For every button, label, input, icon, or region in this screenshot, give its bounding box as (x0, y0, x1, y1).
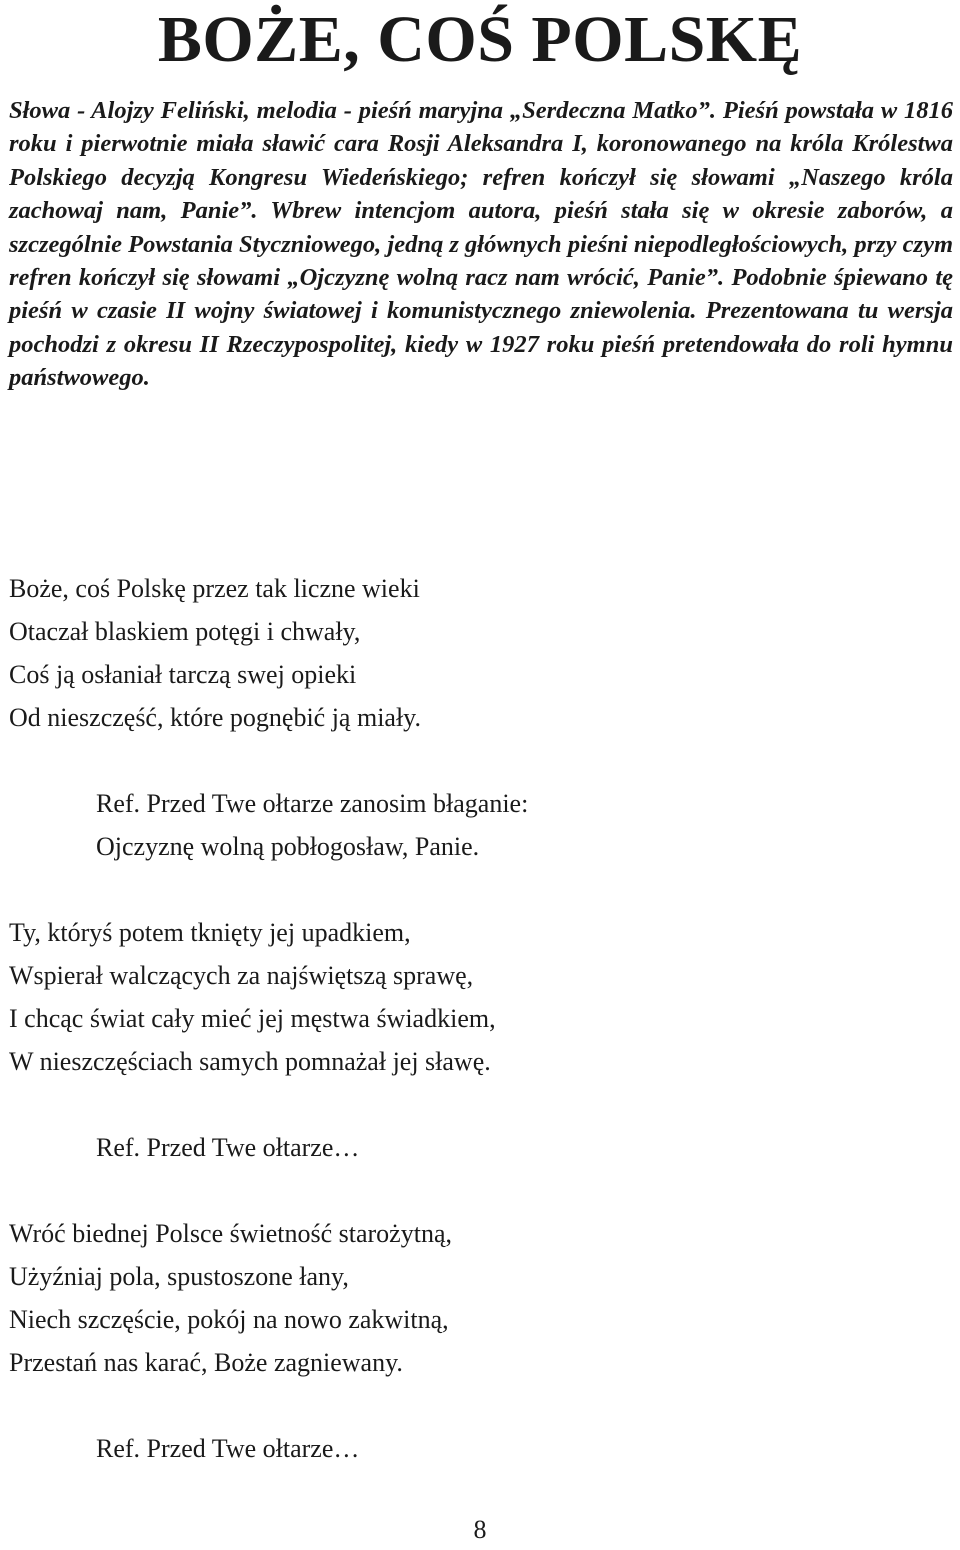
stanza-line: Ty, któryś potem tknięty jej upadkiem, (9, 918, 411, 947)
stanza-line: Wspierał walczących za najświętszą sprawę, (9, 961, 474, 990)
stanza-line: W nieszczęściach samych pomnażał jej sławę. (9, 1047, 491, 1076)
refrain-line: Ref. Przed Twe ołtarze zanosim błaganie: (96, 789, 529, 818)
page-title: BOŻE, COŚ POLSKĘ (157, 3, 803, 76)
stanza-1 (9, 567, 949, 739)
stanza-line: Wróć biednej Polsce świetność starożytną, (9, 1219, 452, 1248)
stanza-2 (9, 911, 949, 1083)
refrain-line: Ref. Przed Twe ołtarze… (96, 1434, 360, 1463)
refrain-3 (9, 1427, 949, 1470)
stanza-line: Użyźniaj pola, spustoszone łany, (9, 1262, 349, 1291)
stanza-3 (9, 1212, 949, 1384)
stanza-line: Coś ją osłaniał tarczą swej opieki (9, 660, 357, 689)
refrain-1 (9, 782, 949, 868)
refrain-line: Ojczyznę wolną pobłogosław, Panie. (96, 832, 480, 861)
page-number: 8 (473, 1515, 487, 1544)
stanza-line: Przestań nas karać, Boże zagniewany. (9, 1348, 403, 1377)
stanza-line: Od nieszczęść, które pognębić ją miały. (9, 703, 421, 732)
stanza-line: I chcąc świat cały mieć jej męstwa świadkiem, (9, 1004, 496, 1033)
stanza-line: Boże, coś Polskę przez tak liczne wieki (9, 574, 420, 603)
refrain-line: Ref. Przed Twe ołtarze… (96, 1133, 360, 1162)
refrain-2 (9, 1126, 949, 1169)
intro-paragraph: Słowa - Alojzy Feliński, melodia - pieśń maryjna „Serdeczna Matko”. Pieśń powstała w 1816 roku i pierwotnie miała sławić cara Rosji Aleksandra I, koronowanego na króla Królestwa Polskiego decyzją Kongresu Wiedeńskiego; refren kończył się słowami „Naszego króla zachowaj nam, Panie”. Wbrew intencjom autora, pieśń stała się w okresie zaborów, a szczególnie Powstania Styczniowego, jedną z głównych pieśni niepodległościowych, przy czym refren kończył się słowami „Ojczyznę wolną racz nam wrócić, Panie”. Podobnie śpiewano tę pieśń w czasie II wojny światowej i komunistycznego zniewolenia. Prezentowana tu wersja pochodzi z okresu II Rzeczypospolitej, kiedy w 1927 roku pieśń pretendowała do roli hymnu państwowego. (9, 97, 953, 392)
stanza-line: Otaczał blaskiem potęgi i chwały, (9, 617, 361, 646)
stanza-line: Niech szczęście, pokój na nowo zakwitną, (9, 1305, 449, 1334)
song-lyrics (9, 567, 949, 1513)
